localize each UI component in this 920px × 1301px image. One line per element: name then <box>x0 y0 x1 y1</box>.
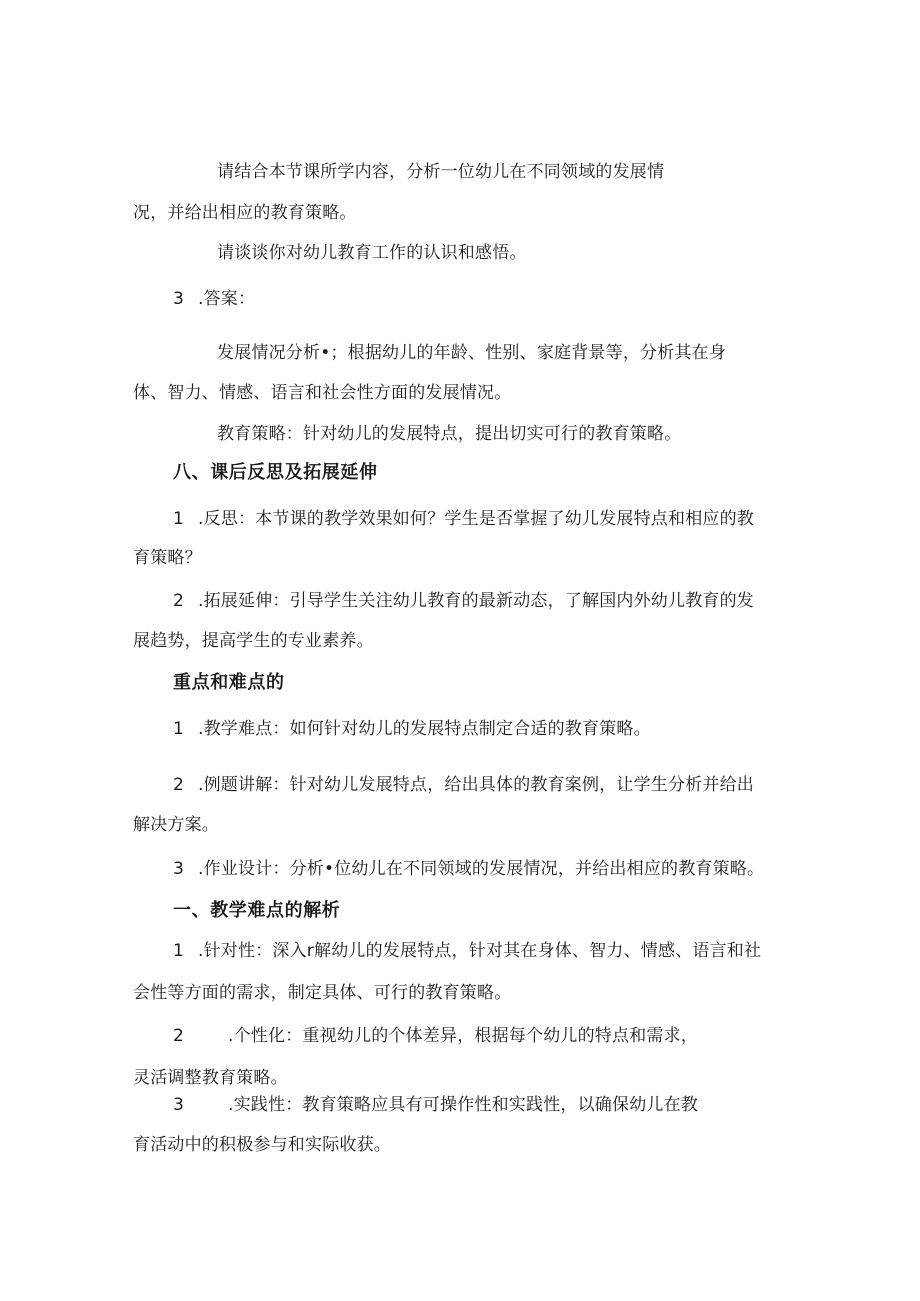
list-number: 1 <box>173 509 185 529</box>
homework-line: .作业设计：分析•位幼儿在不同领域的发展情况，并给出相应的教育策略。 <box>198 859 765 879</box>
list-number: 1 <box>173 941 185 961</box>
section-heading: 重点和难点的 <box>173 672 285 693</box>
section-heading: 一、教学难点的解析 <box>173 900 341 921</box>
analysis-line: 发展情况分析•；根据幼儿的年龄、性别、家庭背景等，分析其在身 <box>217 343 727 363</box>
analysis-point-line: 会性等方面的需求，制定具体、可行的教育策略。 <box>133 983 512 1003</box>
strategy-line: 教育策略：针对幼儿的发展特点，提出切实可行的教育策略。 <box>217 424 682 444</box>
reflection-line: .反思：本节课的教学效果如何？学生是否掌握了幼儿发展特点和相应的教 <box>198 509 755 529</box>
list-number: 3 <box>173 859 185 879</box>
section-heading: 八、课后反思及拓展延伸 <box>173 462 378 483</box>
difficulty-line: .教学难点：如何针对幼儿的发展特点制定合适的教育策略。 <box>198 719 651 739</box>
question-text-line: 请结合本节课所学内容，分析一位幼儿在不同领域的发展情 <box>217 162 665 182</box>
extension-line: 展趋势，提高学生的专业素养。 <box>133 631 374 651</box>
question-text-line: 况，并给出相应的教育策略。 <box>133 203 357 223</box>
question-text: 请谈谈你对幼儿教育工作的认识和感悟。 <box>217 243 527 263</box>
extension-line: .拓展延伸：引导学生关注幼儿教育的最新动态，了解国内外幼儿教育的发 <box>198 591 755 611</box>
analysis-point-line: .实践性：教育策略应具有可操作性和实践性，以确保幼儿在教 <box>228 1095 699 1115</box>
example-line: 解决方案。 <box>133 815 219 835</box>
answer-label: .答案： <box>198 289 256 309</box>
list-number: 3 <box>173 1095 185 1115</box>
list-number: 2 <box>173 1026 185 1046</box>
analysis-point-line: .个性化：重视幼儿的个体差异，根据每个幼儿的特点和需求， <box>228 1026 699 1046</box>
answer-number: 3 <box>173 289 185 309</box>
list-number: 2 <box>173 775 185 795</box>
analysis-line: 体、智力、情感、语言和社会性方面的发展情况。 <box>133 383 512 403</box>
example-line: .例题讲解：针对幼儿发展特点，给出具体的教育案例，让学生分析并给出 <box>198 775 755 795</box>
analysis-point-line: .针对性：深入r解幼儿的发展特点，针对其在身体、智力、情感、语言和社 <box>198 941 762 961</box>
list-number: 2 <box>173 591 185 611</box>
analysis-point-line: 育活动中的积极参与和实际收获。 <box>133 1135 391 1155</box>
reflection-line: 育策略？ <box>133 548 202 568</box>
analysis-point-line: 灵活调整教育策略。 <box>133 1068 288 1088</box>
list-number: 1 <box>173 719 185 739</box>
